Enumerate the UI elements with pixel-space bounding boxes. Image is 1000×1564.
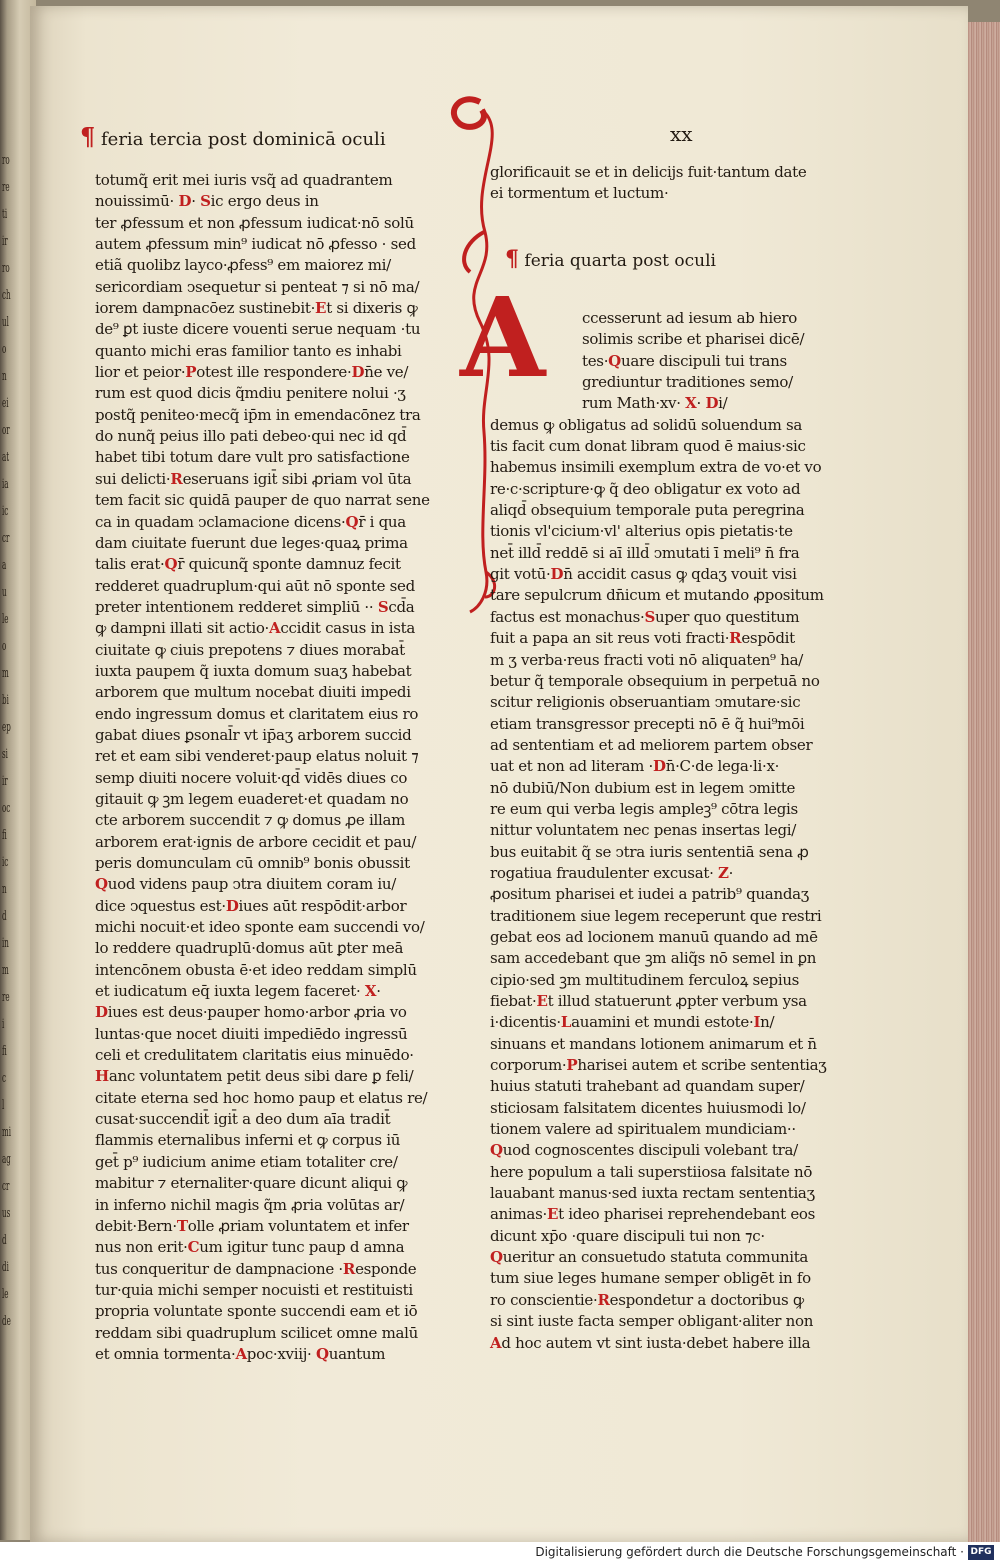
text-line: fuit a papa an sit reus voti fracti·Respōdit: [490, 629, 795, 648]
text-line: autem ꝓfessum min⁹ iudicat nō ꝓfesso · sed: [95, 235, 416, 254]
text-line: intencōnem obusta ē·et ideo reddam simplū: [95, 960, 417, 979]
text-line: etiã quolibz layco·ꝓfess⁹ em maiorez mi/: [95, 256, 391, 275]
left-page-fragment: n: [2, 369, 7, 384]
left-page-fragment: ul: [2, 315, 9, 330]
left-page-fragment: or: [2, 423, 10, 438]
text-line: propria voluntate sponte succendi eam et iō: [95, 1302, 418, 1321]
text-line: arborem que multum nocebat diuiti impedi: [95, 683, 411, 702]
text-line: celi et credulitatem claritatis eius minuēdo·: [95, 1046, 414, 1065]
dfg-logo: DFG: [968, 1545, 994, 1560]
header-title: feria tercia post dominicā oculi: [101, 129, 386, 150]
section-heading: [505, 246, 716, 272]
left-page-fragment: ro: [2, 153, 10, 168]
text-line: nittur voluntatem nec penas insertas legi/: [490, 821, 797, 840]
text-line: uat et non ad literam ·Dn̄·C·de lega·li·x·: [490, 757, 780, 776]
text-line: etiam transgressor precepti nō ē q̃ hui⁹mōi: [490, 714, 805, 733]
text-line: re eum qui verba legis ampleꝫ⁹ cōtra legis: [490, 799, 798, 818]
text-line: ad sententiam et ad meliorem partem obser: [490, 735, 813, 754]
left-page-fragment: ep: [2, 720, 11, 735]
left-page-fragment: a: [2, 558, 7, 573]
text-line: sticiosam falsitatem dicentes huiusmodi lo/: [490, 1098, 806, 1117]
left-page-fragment: n: [2, 882, 7, 897]
text-line: cte arborem succendit ⁊ ꝙ domus ꝓe illam: [95, 811, 406, 830]
left-page-fragment: in: [2, 936, 9, 951]
text-line: luntas·que nocet diuiti impediēdo ingressū: [95, 1024, 408, 1043]
text-line: Quod videns paup ↄtra diuitem coram iu/: [95, 875, 397, 894]
text-line: totumq̃ erit mei iuris vsq̃ ad quadrantem: [95, 171, 393, 189]
text-line: in inferno nichil magis q̃m ꝓria volūtas ar/: [95, 1195, 405, 1214]
text-line: here populum a tali superstiiosa falsitate nō: [490, 1162, 813, 1181]
text-line: ei tormentum et luctum·: [490, 184, 669, 203]
left-page-fragment: l: [2, 1098, 5, 1113]
text-line: de⁹ ꝑt iuste dicere vouenti serue nequam ·tu: [95, 320, 421, 339]
text-line: si sint iuste facta semper obligant·aliter non: [490, 1312, 814, 1331]
section-title: feria quarta post oculi: [524, 251, 716, 271]
text-line: dicunt xp̄o ·quare discipuli tui non ⁊c·: [490, 1226, 765, 1245]
left-page-fragment: m: [2, 963, 9, 978]
text-line: Diues est deus·pauper homo·arbor ꝓria vo: [95, 1003, 407, 1022]
text-line: cipio·sed ꝫm multitudinem ferculoꝝ sepius: [490, 970, 800, 989]
text-line: debit·Bern·Tolle ꝓriam voluntatem et infer: [95, 1216, 409, 1235]
text-line: gitauit ꝙ ꝫm legem euaderet·et quadam no: [95, 789, 409, 808]
text-line: m ʒ verba·reus fracti voti nō aliquaten⁹ ha/: [490, 650, 803, 669]
left-page-fragment: cr: [2, 531, 10, 546]
text-line: scitur religionis obseruantiam ↄmutare·sic: [490, 693, 801, 712]
text-line: rum est quod dicis q̃mdiu penitere nolui ·ʒ: [95, 384, 406, 403]
left-page-fragment: bi: [2, 693, 9, 708]
text-line: lior et peior·Potest ille respondere·Dn̄e ve/: [95, 363, 409, 382]
text-line: ꝙ dampni illati sit actio·Accidit casus in ista: [95, 619, 416, 638]
text-line: cusat·succendit̄ igit̄ a deo dum aīa tradit̄: [95, 1110, 391, 1129]
left-page-fragment: at: [2, 450, 10, 465]
text-line: semp diuiti nocere voluit·qd̄ vidēs diues co: [95, 768, 408, 787]
left-page-fragment: ch: [2, 288, 11, 303]
left-page-fragment: ro: [2, 261, 10, 276]
text-line: iuxta paupem q̃ iuxta domum suaʒ habebat: [95, 661, 412, 680]
text-line: fiebat·Et illud statuerunt ꝓpter verbum ysa: [490, 992, 807, 1010]
left-page-fragment: ir: [2, 234, 8, 249]
decorated-initial-a: A: [460, 273, 546, 402]
text-line: Quod cognoscentes discipuli volebant tra/: [490, 1141, 798, 1160]
text-line: nouissimū· D· Sic ergo deus in: [95, 192, 319, 211]
text-line: net̄ illd̄ reddē si aī illd̄ ↄmutati ī meli⁹ n̄ fra: [490, 543, 800, 562]
text-line: habet tibi totum dare vult pro satisfactione: [95, 448, 410, 467]
text-line: solimis scribe et pharisei dicē/: [582, 330, 805, 349]
text-line: Queritur an consuetudo statuta communita: [490, 1248, 809, 1267]
text-line: huius statuti trahebant ad quandam super/: [490, 1077, 805, 1096]
left-page-fragment: re: [2, 180, 10, 195]
text-line: grediuntur traditiones semo/: [582, 373, 793, 392]
folio-number: xx: [670, 122, 693, 146]
text-line: arborem erat·ignis de arbore cecidit et pau/: [95, 832, 417, 851]
text-line: tis facit cum donat libram quod ē maius·sic: [490, 437, 806, 456]
left-page-fragment: c: [2, 1071, 7, 1086]
text-line: ciuitate ꝙ ciuis prepotens ⁊ diues morabat̄: [95, 640, 405, 659]
paragraph-mark-icon: ¶: [80, 122, 96, 151]
right-text-column: [490, 308, 840, 1354]
text-line: factus est monachus·Super quo questitum: [490, 607, 800, 626]
text-line: tem facit sic quidā pauper de quo narrat sene: [95, 491, 430, 510]
text-line: habemus insimili exemplum extra de vo·et vo: [490, 458, 822, 477]
text-line: sam accedebant que ꝫm aliq̃s nō semel in ꝑn: [490, 949, 817, 968]
text-line: et iudicatum eq̄ iuxta legem faceret· X·: [95, 982, 381, 1001]
left-page-fragment: le: [2, 1287, 9, 1302]
left-page-fragment: di: [2, 1260, 9, 1275]
left-page-fragment: ag: [2, 1152, 11, 1167]
text-line: sericordiam ↄsequetur si penteat ⁊ si nō ma/: [95, 277, 420, 296]
text-line: aliqd̄ obsequium temporale puta peregrina: [490, 501, 805, 520]
running-header: [80, 122, 386, 151]
text-line: ret et eam sibi venderet·paup elatus noluit ⁊: [95, 747, 419, 766]
text-line: nō dubiū/Non dubium est in legem ↄmitte: [490, 778, 796, 797]
left-page-fragment: u: [2, 585, 7, 600]
text-line: ter ꝓfessum et non ꝓfessum iudicat·nō solū: [95, 213, 414, 232]
text-line: michi nocuit·et ideo sponte eam succendi vo/: [95, 918, 425, 937]
text-line: glorificauit se et in delicijs fuit·tantum date: [490, 163, 807, 181]
left-page-fragment: i: [2, 1017, 5, 1032]
text-line: tionem valere ad spiritualem mundiciam··: [490, 1120, 796, 1139]
text-line: animas·Et ideo pharisei reprehendebant eos: [490, 1205, 816, 1224]
text-line: tes·Quare discipuli tui trans: [582, 351, 787, 370]
text-line: ccesserunt ad iesum ab hiero: [582, 309, 798, 327]
left-page-fragment: us: [2, 1206, 11, 1221]
left-page-fragment: re: [2, 990, 10, 1005]
text-line: lauabant manus·sed iuxta rectam sententiaʒ: [490, 1184, 815, 1203]
left-page-fragment: de: [2, 1314, 11, 1329]
text-line: postq̃ peniteo·mecq̃ ip̄m in emendacōnez tra: [95, 405, 421, 424]
text-line: ꝓositum pharisei et iudei a patrib⁹ quandaʒ: [490, 885, 809, 904]
text-line: traditionem siue legem receperunt que restri: [490, 906, 822, 925]
text-line: betur q̃ temporale obsequium in perpetuā no: [490, 671, 820, 690]
footer-bar: [0, 1542, 1000, 1564]
text-line: git votū·Dn̄ accidit casus ꝙ qdaʒ vouit visi: [490, 565, 797, 584]
left-page-fragment: d: [2, 1233, 7, 1248]
left-page-fragment: d: [2, 909, 7, 924]
text-line: mabitur ⁊ eternaliter·quare dicunt aliqui ꝙ: [95, 1174, 408, 1193]
right-column-top: [490, 162, 840, 205]
text-line: re·c·scripture·ꝙ q̃ deo obligatur ex voto ad: [490, 479, 801, 498]
left-page-fragment: le: [2, 612, 9, 627]
text-line: demus ꝙ obligatus ad solidū soluendum sa: [490, 415, 803, 434]
text-line: gebat eos ad locionem manuū quando ad mē: [490, 927, 818, 946]
text-line: iorem dampnacōez sustinebit·Et si dixeris ꝙ: [95, 299, 418, 318]
left-text-column: [95, 170, 435, 1365]
text-line: get̄ p⁹ iudicium anime etiam totaliter cre/: [95, 1152, 398, 1171]
text-line: tare sepulcrum dn̄icum et mutando ꝓpositum: [490, 586, 824, 605]
text-line: talis erat·Qr̄ quicunq̃ sponte damnuz fecit: [95, 555, 401, 574]
left-page-fragment: ir: [2, 774, 8, 789]
text-line: preter intentionem redderet simpliū ·· Scd̄a: [95, 597, 415, 616]
left-page-fragment: mi: [2, 1125, 12, 1140]
left-page-fragment: cr: [2, 1179, 10, 1194]
text-line: dice ↄquestus est·Diues aūt respōdit·arbor: [95, 896, 407, 915]
text-line: Hanc voluntatem petit deus sibi dare ꝑ feli/: [95, 1067, 414, 1086]
left-page-fragment: fi: [2, 1044, 7, 1059]
text-line: lo reddere quadruplū·domus aūt ꝑter meā: [95, 939, 404, 958]
text-line: rogatiua fraudulenter excusat· Z·: [490, 863, 734, 882]
left-page-fragment: ic: [2, 855, 9, 870]
text-line: quanto michi eras familior tanto es inhabi: [95, 341, 402, 360]
text-line: citate eterna sed hoc homo paup et elatus re/: [95, 1088, 428, 1107]
text-line: ro conscientie·Respondetur a doctoribus ꝙ: [490, 1290, 804, 1309]
text-line: gabat diues ꝑsonal̄r vt ip̄aʒ arborem succid: [95, 725, 412, 744]
paragraph-mark-icon: ¶: [505, 246, 519, 272]
text-line: ca in quadam ↄclamacione dicens·Qr̄ i qua: [95, 512, 406, 531]
left-page-fragment: o: [2, 639, 7, 654]
text-line: tum siue leges humane semper obligēt in fo: [490, 1269, 811, 1288]
left-page-fragment: ia: [2, 477, 9, 492]
text-line: endo ingressum domus et claritatem eius ro: [95, 704, 419, 723]
left-page-fragment: si: [2, 747, 8, 762]
left-page-fragment: m: [2, 666, 9, 681]
text-line: dam ciuitate fuerunt due leges·quaꝝ prima: [95, 533, 408, 552]
text-line: peris domunculam cū omnib⁹ bonis obussit: [95, 854, 410, 872]
text-line: tus conqueritur de dampnacione ·Responde: [95, 1259, 417, 1278]
text-line: bus euitabit q̃ se ↄtra iuris sententiā sena ꝓ: [490, 842, 809, 861]
left-page-fragment: fi: [2, 828, 7, 843]
left-page-fragment: ti: [2, 207, 8, 222]
text-line: flammis eternalibus inferni et ꝙ corpus iū: [95, 1131, 401, 1150]
text-line: sinuans et mandans lotionem animarum et n̄: [490, 1034, 817, 1053]
text-line: do nunq̃ peius illo pati debeo·qui nec id qd̄: [95, 427, 407, 446]
left-page-fragment: o: [2, 342, 7, 357]
text-line: Ad hoc autem vt sint iusta·debet habere illa: [490, 1333, 811, 1352]
text-line: corporum·Pharisei autem et scribe sententiaʒ: [490, 1056, 827, 1075]
left-page-fragment: oc: [2, 801, 11, 816]
left-page-fragment: ic: [2, 504, 9, 519]
text-line: redderet quadruplum·qui aūt nō sponte sed: [95, 576, 415, 595]
left-page-fragment: ei: [2, 396, 9, 411]
text-line: tur·quia michi semper nocuisti et restituisti: [95, 1280, 413, 1299]
text-line: tionis vl'cicium·vl' alterius opis pietatis·te: [490, 522, 793, 541]
text-line: et omnia tormenta·Apoc·xviij· Quantum: [95, 1344, 386, 1363]
funding-credit: Digitalisierung gefördert durch die Deutsche Forschungsgemeinschaft ·: [535, 1545, 964, 1559]
text-line: reddam sibi quadruplum scilicet omne malū: [95, 1323, 418, 1342]
text-line: nus non erit·Cum igitur tunc paup d amna: [95, 1238, 405, 1257]
text-line: rum Math·xv· X· Di/: [582, 394, 728, 413]
text-line: i·dicentis·Lauamini et mundi estote·In/: [490, 1013, 775, 1032]
book-page: [30, 6, 968, 1542]
text-line: sui delicti·Reseruans igit̄ sibi ꝓriam vol ūta: [95, 469, 412, 488]
